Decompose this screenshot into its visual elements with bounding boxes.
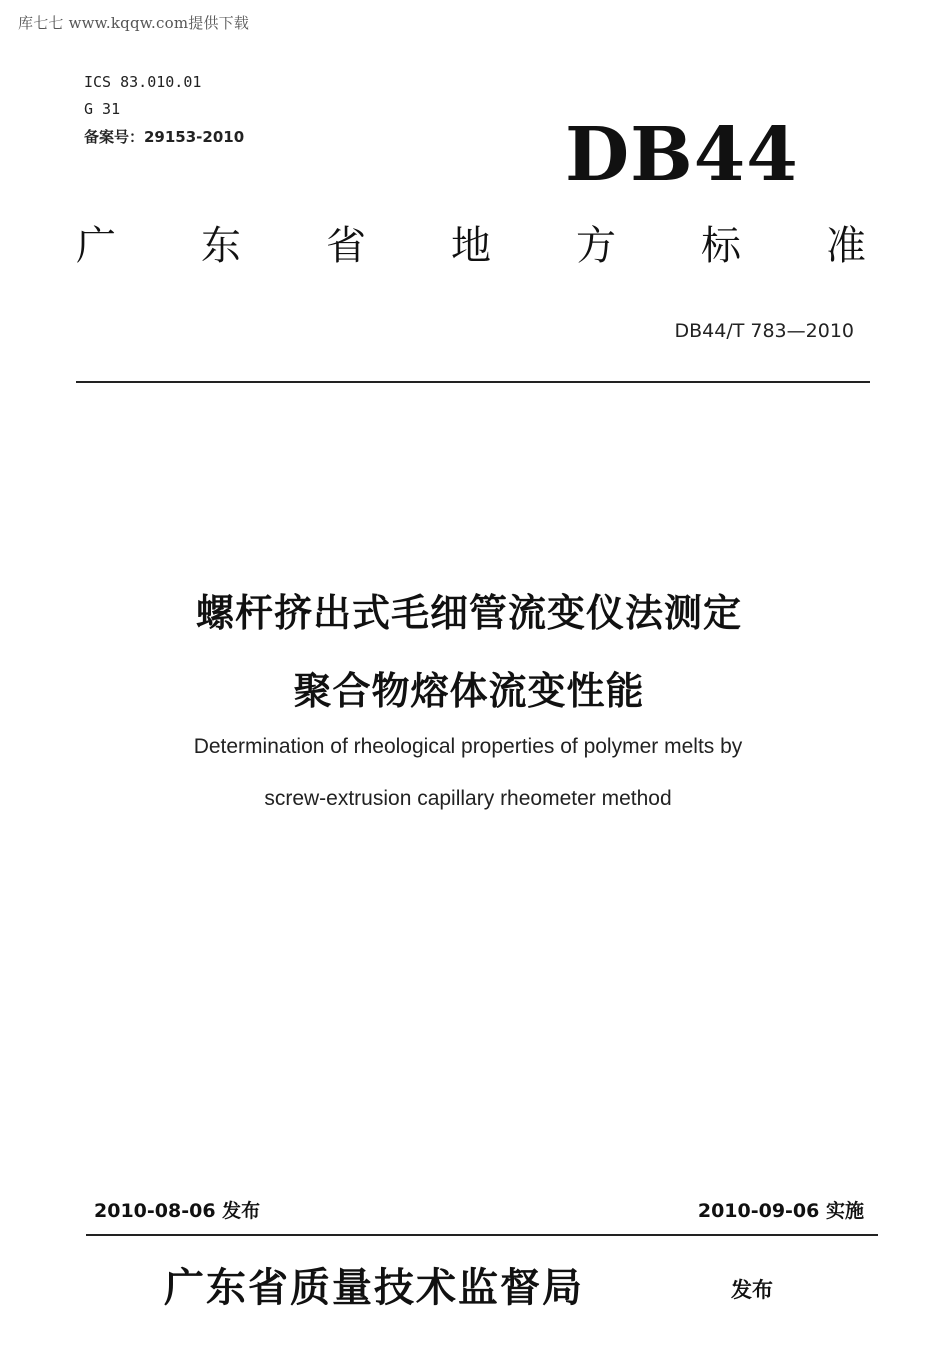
watermark-text: 库七七 www.kqqw.com提供下载: [18, 14, 250, 32]
db44-logo: DB44: [565, 112, 799, 198]
title-zh-line-2: 聚合物熔体流变性能: [293, 669, 645, 713]
record-number: 备案号：29153-2010: [84, 128, 245, 146]
issuing-authority: 广东省质量技术监督局: [164, 1264, 584, 1311]
title-en-line-1: Determination of rheological properties of polymer melts by: [193, 735, 743, 758]
implementation-date: 2010-09-06 实施: [697, 1200, 864, 1222]
ccs-code: G 31: [84, 100, 121, 118]
top-divider: [76, 381, 870, 383]
standard-number: DB44/T 783—2010: [674, 320, 854, 342]
standard-type-char: 省: [326, 223, 366, 269]
standard-type-heading: [76, 223, 866, 269]
standard-type-char: 标: [701, 223, 741, 269]
standard-type-char: 方: [576, 223, 616, 269]
standard-type-char: 准: [826, 223, 866, 269]
issue-date: 2010-08-06 发布: [94, 1200, 261, 1222]
bottom-divider: [86, 1234, 878, 1236]
ics-code: ICS 83.010.01: [84, 73, 202, 91]
standard-type-char: 东: [201, 223, 241, 269]
title-en-line-2: screw-extrusion capillary rheometer method: [264, 787, 672, 810]
standard-type-char: 地: [451, 223, 491, 269]
issuing-authority-suffix: 发布: [731, 1278, 773, 1302]
standard-type-char: 广: [76, 223, 116, 269]
title-zh-line-1: 螺杆挤出式毛细管流变仪法测定: [195, 591, 742, 635]
